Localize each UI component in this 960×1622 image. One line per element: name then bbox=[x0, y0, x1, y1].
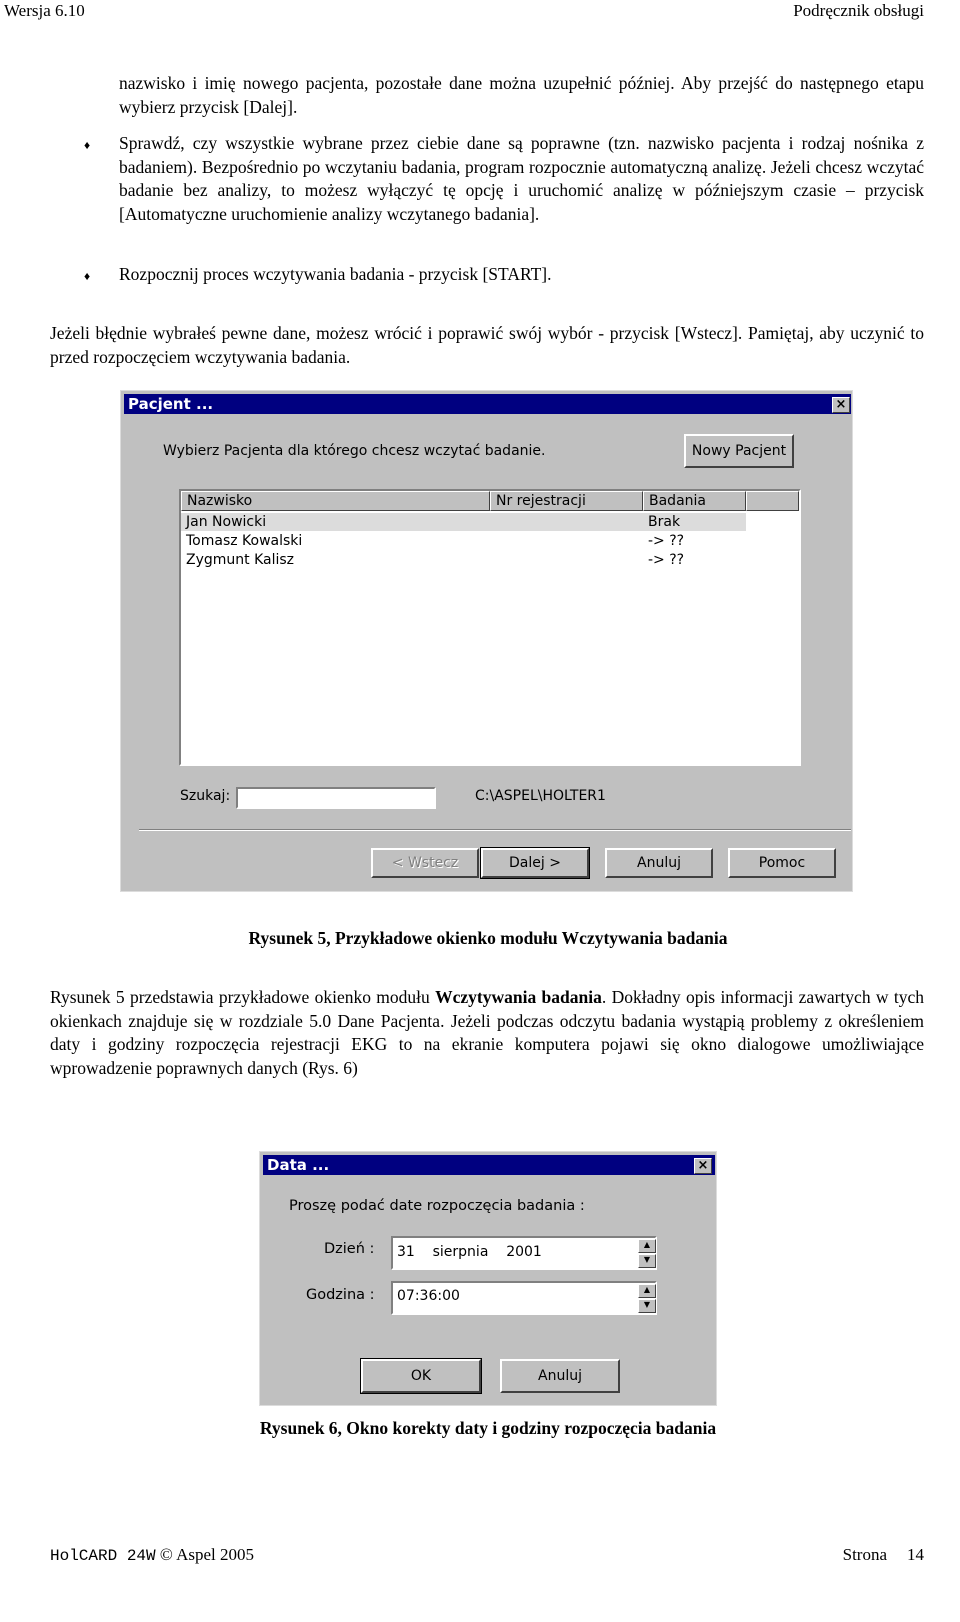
cell-name: Zygmunt Kalisz bbox=[186, 552, 295, 568]
hour-label: Godzina : bbox=[306, 1287, 375, 1303]
cancel-button[interactable]: Anuluj bbox=[605, 848, 713, 878]
back-button[interactable]: < Wstecz bbox=[371, 848, 479, 878]
bullet-icon: ♦ bbox=[84, 269, 91, 283]
chevron-down-icon[interactable]: ▼ bbox=[638, 1299, 656, 1313]
patient-dialog bbox=[120, 390, 853, 892]
chevron-up-icon[interactable]: ▲ bbox=[638, 1239, 656, 1253]
close-icon[interactable]: × bbox=[832, 397, 850, 413]
text-run-bold: Wczytywania badania bbox=[435, 987, 602, 1007]
footer-copyright bbox=[50, 1545, 254, 1565]
paragraph-start: Rozpocznij proces wczytywania badania - przycisk [START]. bbox=[119, 264, 552, 284]
paragraph-check-data: Sprawdź, czy wszystkie wybrane przez ciebie dane są poprawne (tzn. nazwisko pacjenta i rodzaj nośnika z badaniem). Bezpośrednio po wczytaniu badania, program rozpocznie automatyczną analizę. Jeżeli chcesz wczytać badanie bez analizy, to możesz wyłączyć tę opcję i uruchomić analizę w późniejszym czasie – przycisk [Automatyczne uruchomienie analizy wczytanego badania]. bbox=[119, 133, 924, 224]
footer-page-number: 14 bbox=[907, 1545, 924, 1564]
patient-list[interactable] bbox=[179, 489, 801, 766]
new-patient-button[interactable]: Nowy Pacjent bbox=[684, 434, 794, 468]
header-version: Wersja 6.10 bbox=[4, 1, 85, 20]
cancel-button[interactable]: Anuluj bbox=[500, 1359, 620, 1393]
footer-page bbox=[843, 1545, 924, 1565]
date-dialog-title: Data ... bbox=[267, 1156, 330, 1174]
help-button[interactable]: Pomoc bbox=[728, 848, 836, 878]
column-header-nr-rejestracji[interactable]: Nr rejestracji bbox=[490, 491, 643, 511]
patient-dialog-titlebar bbox=[124, 394, 851, 414]
next-button[interactable]: Dalej > bbox=[481, 848, 589, 878]
ok-button[interactable]: OK bbox=[361, 1359, 481, 1393]
hour-field[interactable]: 07:36:00 bbox=[391, 1281, 657, 1315]
day-field[interactable]: 31 sierpnia 2001 bbox=[391, 1236, 657, 1270]
figure-caption-5: Rysunek 5, Przykładowe okienko modułu Wczytywania badania bbox=[248, 928, 728, 948]
search-label: Szukaj: bbox=[180, 788, 231, 804]
chevron-down-icon[interactable]: ▼ bbox=[638, 1254, 656, 1268]
footer-page-label: Strona bbox=[842, 1545, 887, 1564]
text-run: Rysunek 5 przedstawia przykładowe okienko modułu bbox=[50, 987, 436, 1007]
column-header-nazwisko[interactable]: Nazwisko bbox=[181, 491, 490, 511]
table-row[interactable] bbox=[181, 551, 746, 569]
cell-exam: -> ?? bbox=[648, 533, 685, 549]
text-run: . Dokładny opis informacji zawartych w tych okienkach znajduje się w rozdziale 5.0 Dane Pacjenta. Jeżeli podczas odczytu badania wystąpią problemy z określeniem daty i godziny rozpoczęcia rejestracji EKG to na ekranie komputera pojawi się okno dialogowe umożliwiające wprowadzenie poprawnych danych (Rys. 6) bbox=[50, 987, 925, 1078]
separator bbox=[139, 829, 851, 831]
table-row[interactable] bbox=[181, 532, 746, 550]
column-header-badania[interactable]: Badania bbox=[643, 491, 746, 511]
date-dialog bbox=[259, 1151, 717, 1406]
cell-name: Jan Nowicki bbox=[186, 514, 267, 530]
close-icon[interactable]: × bbox=[694, 1158, 712, 1174]
chevron-up-icon[interactable]: ▲ bbox=[638, 1284, 656, 1298]
patient-dialog-title: Pacjent ... bbox=[128, 395, 214, 413]
paragraph-back-note: Jeżeli błędnie wybrałeś pewne dane, możesz wrócić i poprawić swój wybór - przycisk [Wstecz]. Pamiętaj, aby uczynić to przed rozpoczęciem wczytywania badania. bbox=[50, 323, 924, 367]
patient-dialog-prompt: Wybierz Pacjenta dla którego chcesz wczytać badanie. bbox=[163, 443, 546, 459]
table-row[interactable] bbox=[181, 513, 746, 531]
day-label: Dzień : bbox=[324, 1241, 375, 1257]
figure-caption-6: Rysunek 6, Okno korekty daty i godziny rozpoczęcia badania bbox=[259, 1418, 717, 1438]
bullet-icon: ♦ bbox=[84, 138, 91, 152]
paragraph-continuation: nazwisko i imię nowego pacjenta, pozostałe dane można uzupełnić później. Aby przejść do następnego etapu wybierz przycisk [Dalej]. bbox=[119, 73, 924, 117]
footer-product: HolCARD 24W bbox=[50, 1547, 156, 1565]
cell-exam: -> ?? bbox=[648, 552, 685, 568]
search-input[interactable] bbox=[236, 787, 436, 809]
footer-owner: © Aspel 2005 bbox=[155, 1545, 255, 1564]
cell-exam: Brak bbox=[648, 514, 681, 530]
data-path: C:\ASPEL\HOLTER1 bbox=[475, 788, 606, 804]
cell-name: Tomasz Kowalski bbox=[186, 533, 303, 549]
paragraph-figure-description bbox=[50, 986, 924, 1080]
header-manual-title: Podręcznik obsługi bbox=[793, 1, 924, 20]
column-header-empty bbox=[746, 491, 799, 511]
date-dialog-prompt: Proszę podać date rozpoczęcia badania : bbox=[289, 1198, 585, 1214]
date-dialog-titlebar bbox=[263, 1155, 715, 1175]
